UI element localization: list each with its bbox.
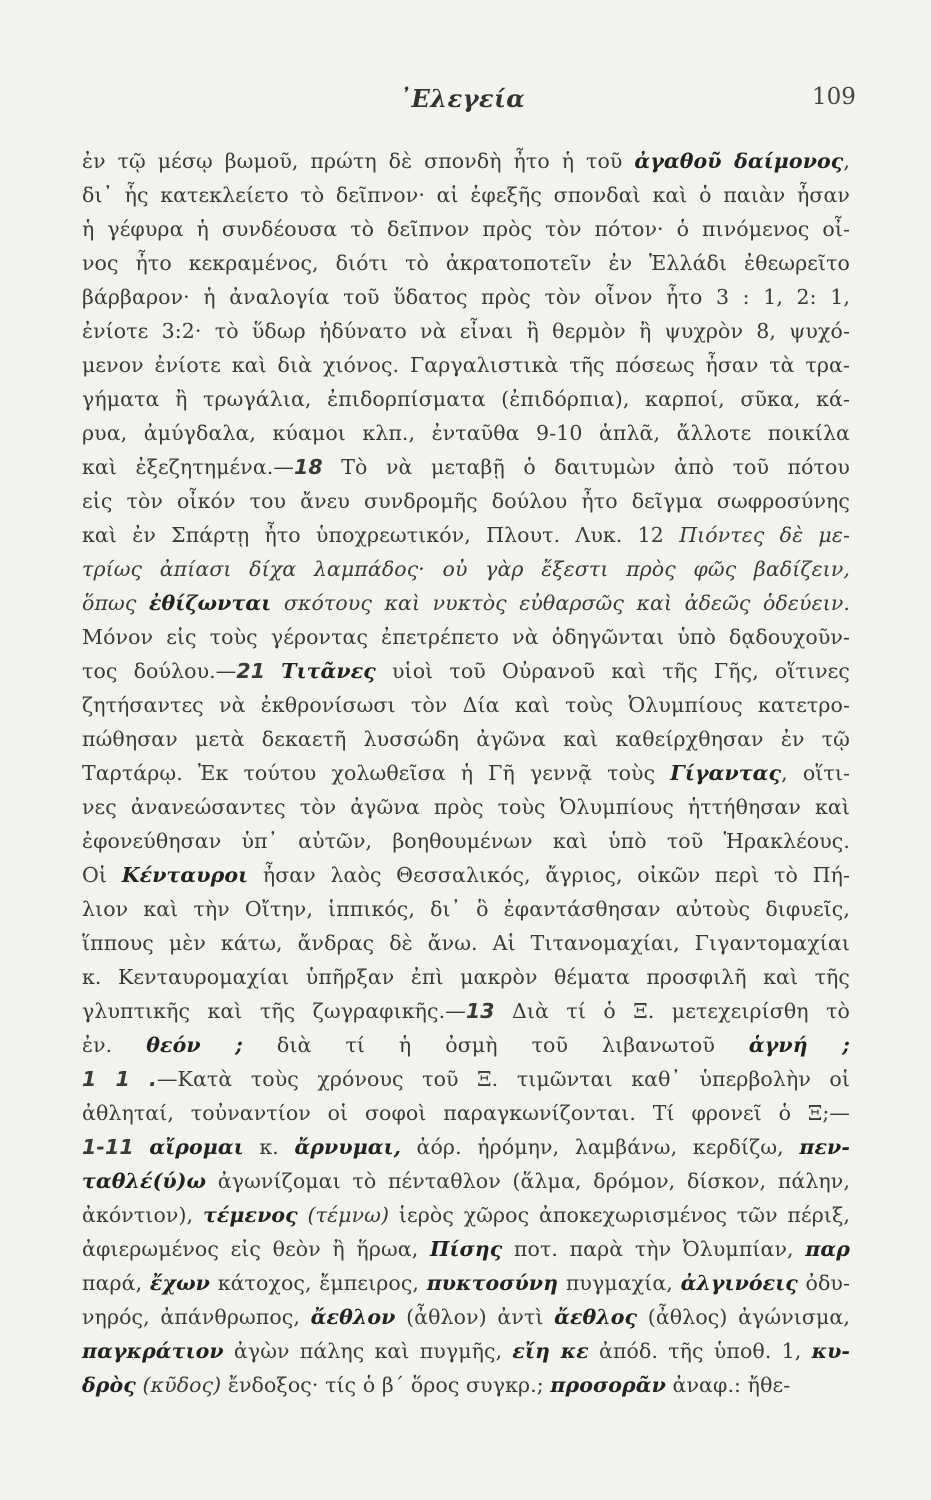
text-segment: 21 [236,659,266,683]
text-segment: 18 [294,455,323,479]
text-line [82,1096,850,1130]
text-segment: ἐν. [82,1033,147,1057]
text-segment: Οἱ [82,863,122,887]
text-line [82,1266,850,1300]
text-segment: υἱοὶ τοῦ Οὐρανοῦ καὶ τῆς Γῆς, οἵτινες [375,659,850,683]
text-segment [134,1135,150,1159]
page-number: 109 [812,84,856,110]
text-line [82,314,850,348]
text-segment: (κῦδος) [135,1373,222,1397]
text-line [82,1198,850,1232]
text-segment [265,659,281,683]
text-segment: πεν- [799,1135,850,1159]
text-line [82,960,850,994]
text-segment: τος δούλου.— [82,659,237,683]
text-segment: (ἆθλος) ἀγώνισμα, [637,1305,850,1329]
text-segment: ἁγνή ; [748,1033,850,1057]
text-segment: ἐφονεύθησαν ὑπ᾽ αὐτῶν, βοηθουμένων καὶ ὑπὸ τοῦ Ἡρακλέους. [82,829,850,853]
text-line [82,654,850,688]
text-line [82,212,850,246]
text-segment: Πίσης [429,1237,503,1261]
text-segment: πώθησαν μετὰ δεκαετῆ λυσσώδη ἀγῶνα καὶ καθείρχθησαν ἐν τῷ [82,727,850,751]
text-segment: γλυπτικῆς καὶ τῆς ζωγραφικῆς.— [82,999,466,1023]
text-segment: τέμενος [202,1203,298,1227]
text-segment: Μόνον εἰς τοὺς γέροντας ἐπετρέπετο νὰ ὁδηγῶνται ὑπὸ δᾳδουχοῦν- [82,625,850,649]
text-line [82,484,850,518]
text-segment: Γίγαντας [670,761,782,785]
text-segment: θεόν ; [146,1033,243,1057]
text-segment: ἄεθλος [554,1305,638,1329]
text-line [82,348,850,382]
text-line [82,552,850,586]
text-segment: ἀθληταί, τοὐναντίον οἱ σοφοὶ παραγκωνίζονται. Τί φρονεῖ ὁ Ξ;— [82,1101,850,1125]
text-segment: ἱερὸς χῶρος ἀποκεχωρισμένος τῶν πέριξ, [389,1203,850,1227]
text-segment: —Κατὰ τοὺς χρόνους τοῦ Ξ. τιμῶνται καθ᾽ ὑπερβολὴν οἱ [156,1067,851,1091]
text-line [82,586,850,620]
text-segment: δι᾽ ἧς κατεκλείετο τὸ δεῖπνον· αἱ ἐφεξῆς σπονδαὶ καὶ ὁ παιὰν ἦσαν [82,183,850,207]
text-line [82,280,850,314]
text-segment: ἔχων [149,1271,211,1295]
text-line [82,178,850,212]
text-segment: Διὰ τί ὁ Ξ. μετεχειρίσθη τὸ [494,999,850,1023]
text-segment: ἐθίζωνται [148,591,272,615]
text-segment: ἀπόδ. τῆς ὑποθ. 1, [588,1339,812,1363]
text-segment: καὶ ἐν Σπάρτῃ ἦτο ὑποχρεωτικόν, Πλουτ. Λυκ. 12 [82,523,680,547]
text-segment: ἀναφ.: ἤθε- [665,1373,791,1397]
text-segment: ἀφιερωμένος εἰς θεὸν ἢ ἥρωα, [82,1237,430,1261]
text-segment: αἴρομαι [149,1135,244,1159]
text-segment: ἄρνυμαι, [294,1135,401,1159]
text-segment: κ. [243,1135,295,1159]
text-segment: πυγμαχία, [558,1271,681,1295]
text-line [82,926,850,960]
text-segment: κ. Κενταυρομαχίαι ὑπῆρξαν ἐπὶ μακρὸν θέματα προσφιλῆ καὶ τῆς [82,965,850,989]
text-line [82,450,850,484]
text-segment: ἐν τῷ μέσῳ βωμοῦ, πρώτη δὲ σπονδὴ ἦτο ἡ τοῦ [82,149,635,173]
text-line [82,1300,850,1334]
text-segment: ἔνδοξος· τίς ὁ β´ ὅρος συγκρ.; [221,1373,551,1397]
text-segment: μενον ἐνίοτε καὶ διὰ χιόνος. Γαργαλιστικὰ τῆς πόσεως ἦσαν τὰ τρα- [82,353,850,377]
text-segment: κυ- [811,1339,851,1363]
text-segment: 1 1 . [82,1067,157,1091]
text-line [82,1232,850,1266]
text-segment: ἀκόντιον), [82,1203,203,1227]
text-segment: εἴη κε [512,1339,589,1363]
text-segment: (τέμνω) [297,1203,390,1227]
text-line [82,518,850,552]
text-segment: Κένταυροι [121,863,249,887]
text-segment: εἰς τὸν οἶκόν του ἄνευ συνδρομῆς δούλου ἦτο δεῖγμα σωφροσύνης [82,489,850,513]
text-line [82,892,850,926]
text-segment: ἄεθλον [310,1305,396,1329]
text-line [82,756,850,790]
text-line [82,994,850,1028]
text-segment: κάτοχος, ἔμπειρος, [210,1271,427,1295]
text-segment: σκότους καὶ νυκτὸς εὐθαρσῶς καὶ ἀδεῶς ὁδεύειν. [271,591,851,615]
text-line [82,620,850,654]
text-line [82,1368,850,1402]
text-segment: ὅπως [82,591,149,615]
text-segment: πυκτοσύνη [426,1271,559,1295]
text-segment: ζητήσαντες νὰ ἐκθρονίσωσι τὸν Δία καὶ τοὺς Ὀλυμπίους κατετρο- [82,693,850,717]
text-segment: προσορᾶν [550,1373,666,1397]
text-segment: νες ἀνανεώσαντες τὸν ἀγῶνα πρὸς τοὺς Ὀλυμπίους ἡττήθησαν καὶ [82,795,850,819]
text-line [82,144,850,178]
text-segment: παγκράτιον [82,1339,224,1363]
text-line [82,246,850,280]
text-segment: διὰ τί ἡ ὀσμὴ τοῦ λιβανωτοῦ [242,1033,749,1057]
text-line [82,416,850,450]
text-segment: 1-11 [82,1135,134,1159]
text-segment: καὶ ἐξεζητημένα.— [82,455,294,479]
body-text [82,144,850,1402]
text-segment: ἵππους μὲν κάτω, ἄνδρας δὲ ἄνω. Αἱ Τιτανομαχίαι, Γιγαντομαχίαι [82,931,850,955]
text-line [82,1130,850,1164]
text-segment: ποτ. παρὰ τὴν Ὀλυμπίαν, [502,1237,806,1261]
text-segment: Τὸ νὰ μεταβῇ ὁ δαιτυμὼν ἀπὸ τοῦ πότου [322,455,850,479]
text-segment: ἦσαν λαὸς Θεσσαλικός, ἄγριος, οἰκῶν περὶ τὸ Πή- [248,863,850,887]
text-segment: ἀγὼν πάλης καὶ πυγμῆς, [223,1339,513,1363]
text-segment: νηρός, ἀπάνθρωπος, [82,1305,311,1329]
text-line [82,1028,850,1062]
text-segment: ἀγωνίζομαι τὸ πένταθλον (ἅλμα, δρόμον, δίσκον, πάλην, [206,1169,850,1193]
text-line [82,1164,850,1198]
text-line [82,722,850,756]
text-segment: ἀόρ. ἠρόμην, λαμβάνω, κερδίζω, [400,1135,800,1159]
text-segment: , οἵτι- [781,761,850,785]
text-segment: ἡ γέφυρα ἡ συνδέουσα τὸ δεῖπνον πρὸς τὸν πότον· ὁ πινόμενος οἶ- [82,217,850,241]
text-segment: βάρβαρον· ἡ ἀναλογία τοῦ ὕδατος πρὸς τὸν οἶνον ἦτο 3 : 1, 2: 1, [82,285,850,309]
running-title: ᾿Ελεγεία [399,84,526,113]
text-line [82,382,850,416]
text-segment: Ταρτάρῳ. Ἐκ τούτου χολωθεῖσα ἡ Γῆ γεννᾷ τοὺς [82,761,671,785]
text-line [82,858,850,892]
text-segment: ρυα, ἀμύγδαλα, κύαμοι κλπ., ἐνταῦθα 9-10 ἁπλᾶ, ἄλλοτε ποικίλα [82,421,850,445]
text-segment: Πιόντες δὲ με- [679,523,850,547]
page-header [0,78,931,118]
text-segment: δρὸς [82,1373,136,1397]
text-line [82,1062,850,1096]
text-segment: ὀδυ- [797,1271,850,1295]
text-segment: τρίως ἀπίασι δίχα λαμπάδος· οὐ γὰρ ἔξεστι πρὸς φῶς βαδίζειν, [82,557,850,581]
text-line [82,1334,850,1368]
text-line [82,790,850,824]
text-segment: λιον καὶ τὴν Οἴτην, ἱππικός, δι᾽ ὃ ἐφαντάσθησαν αὐτοὺς διφυεῖς, [82,897,850,921]
text-segment: ἀγαθοῦ δαίμονος [634,149,844,173]
text-segment: παρά, [82,1271,150,1295]
text-segment: ἀλγινόεις [680,1271,798,1295]
text-segment: Τιτᾶνες [281,659,376,683]
text-line [82,824,850,858]
text-segment: 13 [465,999,495,1023]
text-line [82,688,850,722]
text-segment: ἐνίοτε 3:2· τὸ ὕδωρ ἠδύνατο νὰ εἶναι ἢ θερμὸν ἢ ψυχρὸν 8, ψυχό- [82,319,850,343]
text-segment: γήματα ἢ τρωγάλια, ἐπιδορπίσματα (ἐπιδόρπια), καρποί, σῦκα, κά- [82,387,850,411]
text-segment: νος ἦτο κεκραμένος, διότι τὸ ἀκρατοποτεῖν ἐν Ἑλλάδι ἐθεωρεῖτο [82,251,850,275]
text-segment: παρ [805,1237,851,1261]
text-segment: , [843,149,850,173]
text-segment: ταθλέ(ύ)ω [82,1169,207,1193]
text-segment: (ἆθλον) ἀντὶ [395,1305,555,1329]
